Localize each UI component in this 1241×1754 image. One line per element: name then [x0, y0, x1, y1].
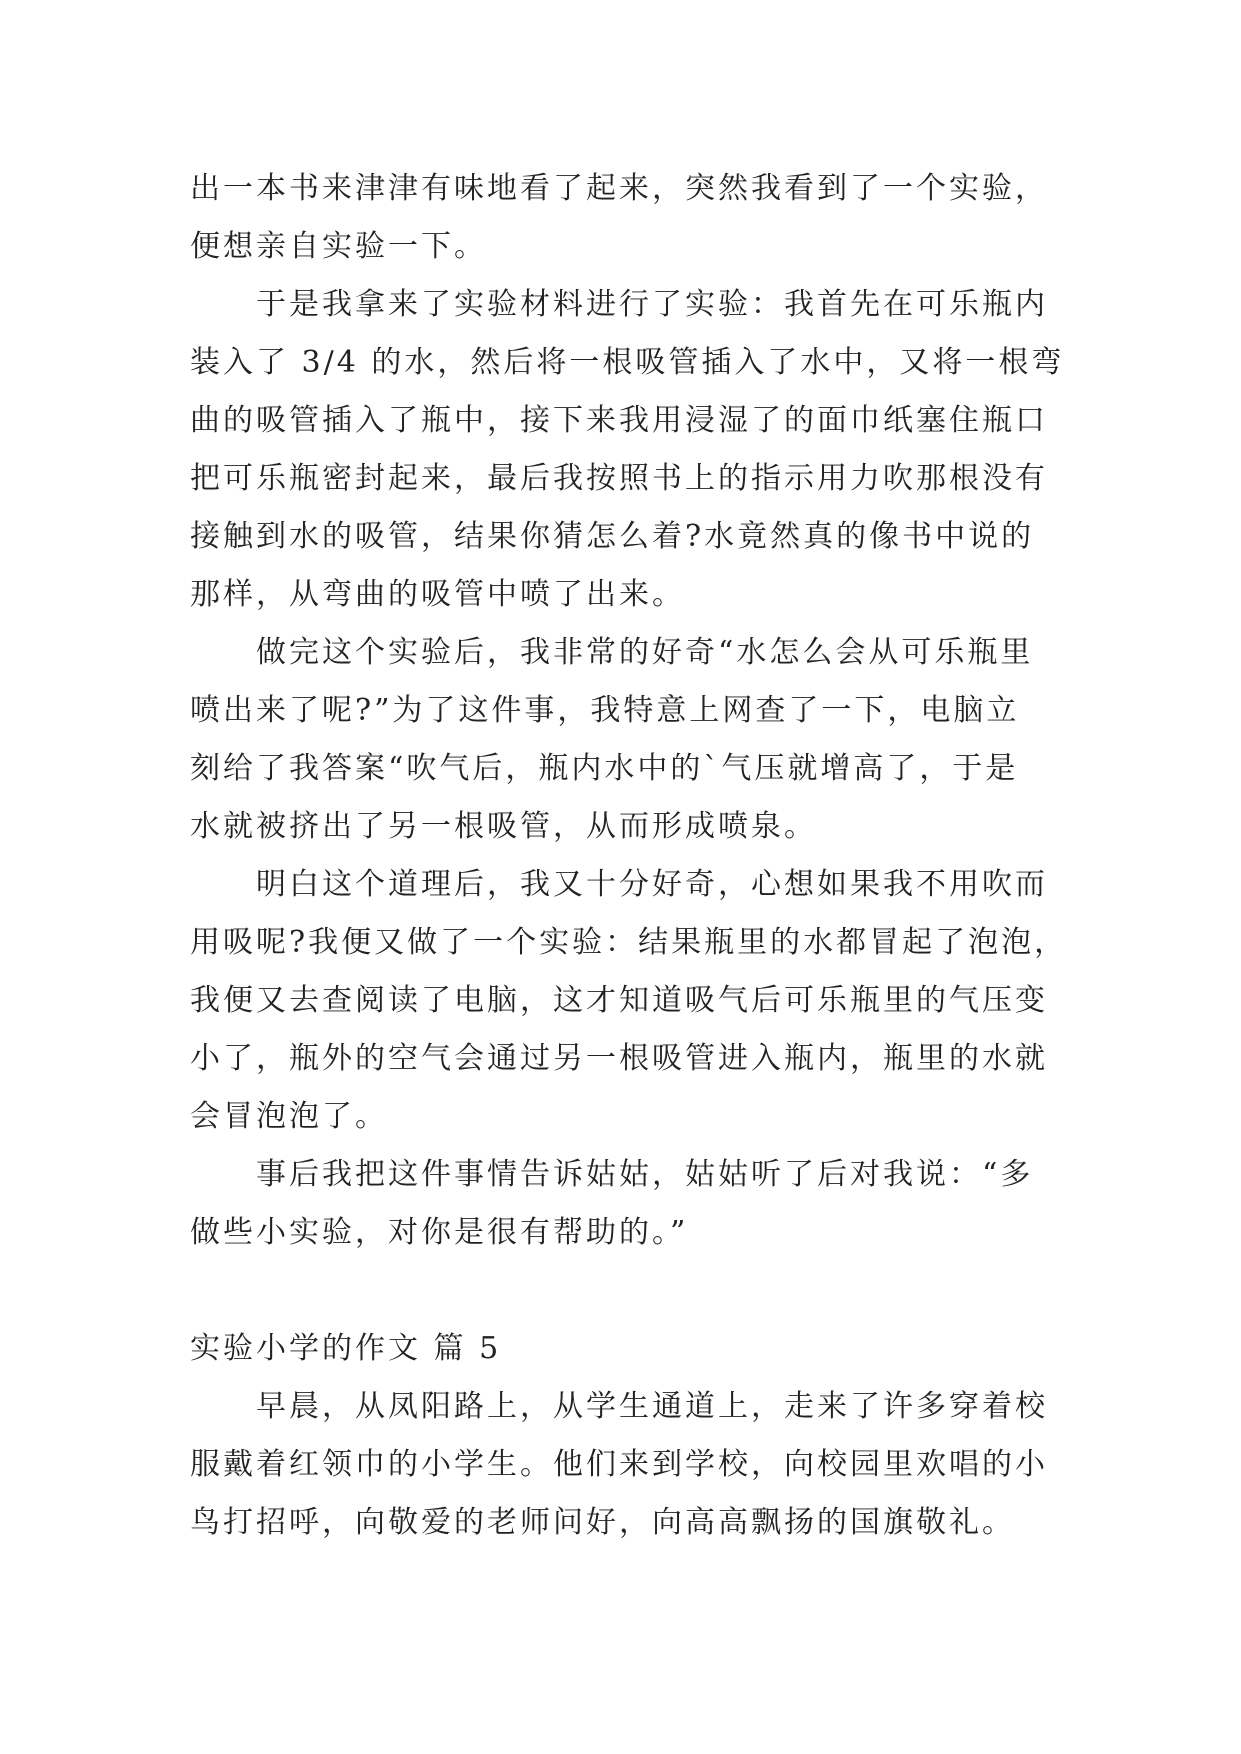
text-line: 我便又去查阅读了电脑，这才知道吸气后可乐瓶里的气压变 — [190, 983, 1048, 1018]
text-line: 事后我把这件事情告诉姑姑，姑姑听了后对我说：“多 — [190, 1157, 1034, 1192]
text-line: 曲的吸管插入了瓶中，接下来我用浸湿了的面巾纸塞住瓶口 — [190, 403, 1048, 438]
text-line: 于是我拿来了实验材料进行了实验：我首先在可乐瓶内 — [190, 287, 1048, 322]
essay-section-5 — [190, 1378, 1050, 1552]
text-line: 小了，瓶外的空气会通过另一根吸管进入瓶内，瓶里的水就 — [190, 1041, 1048, 1076]
section-heading: 实验小学的作文 篇 5 — [190, 1331, 502, 1366]
text-line: 做些小实验，对你是很有帮助的。” — [190, 1215, 689, 1250]
text-line: 服戴着红领巾的小学生。他们来到学校，向校园里欢唱的小 — [190, 1447, 1048, 1482]
text-line: 喷出来了呢?”为了这件事，我特意上网查了一下，电脑立 — [190, 693, 1020, 728]
essay-continuation — [190, 160, 1068, 1262]
text-line: 会冒泡泡了。 — [190, 1099, 388, 1134]
text-line: 明白这个道理后，我又十分好奇，心想如果我不用吹而 — [190, 867, 1048, 902]
document-page — [190, 160, 1068, 1552]
text-line: 用吸呢?我便又做了一个实验：结果瓶里的水都冒起了泡泡， — [190, 925, 1068, 960]
text-line: 把可乐瓶密封起来，最后我按照书上的指示用力吹那根没有 — [190, 461, 1048, 496]
text-line: 刻给了我答案“吹气后，瓶内水中的`气压就增高了，于是 — [190, 751, 1019, 786]
text-line: 便想亲自实验一下。 — [190, 229, 487, 264]
section-spacer — [190, 1262, 1050, 1320]
text-line: 出一本书来津津有味地看了起来，突然我看到了一个实验， — [190, 171, 1048, 206]
text-line: 接触到水的吸管，结果你猜怎么着?水竟然真的像书中说的 — [190, 519, 1035, 554]
text-line: 做完这个实验后，我非常的好奇“水怎么会从可乐瓶里 — [190, 635, 1034, 670]
text-line: 那样，从弯曲的吸管中喷了出来。 — [190, 577, 685, 612]
text-line: 装入了 3/4 的水，然后将一根吸管插入了水中，又将一根弯 — [190, 345, 1065, 380]
text-line: 鸟打招呼，向敬爱的老师问好，向高高飘扬的国旗敬礼。 — [190, 1505, 1015, 1540]
text-line: 水就被挤出了另一根吸管，从而形成喷泉。 — [190, 809, 817, 844]
text-line: 早晨，从凤阳路上，从学生通道上，走来了许多穿着校 — [190, 1389, 1048, 1424]
